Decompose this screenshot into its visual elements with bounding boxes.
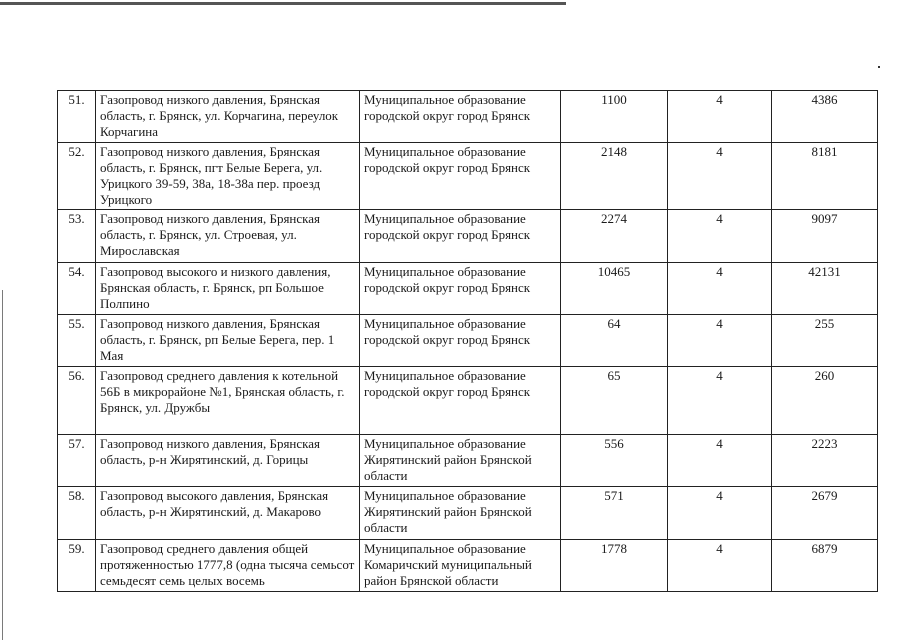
category-value: 4	[668, 210, 772, 263]
table-row	[58, 263, 878, 315]
category-value: 4	[668, 435, 772, 487]
cost-value: 4386	[772, 91, 878, 143]
cost-value: 2679	[772, 487, 878, 540]
category-value: 4	[668, 315, 772, 367]
owner: Муниципальное образование городской округ город Брянск	[360, 91, 561, 143]
cost-value: 260	[772, 367, 878, 435]
owner: Муниципальное образование Жирятинский район Брянской области	[360, 435, 561, 487]
category-value: 4	[668, 367, 772, 435]
cost-value: 9097	[772, 210, 878, 263]
owner: Муниципальное образование городской округ город Брянск	[360, 315, 561, 367]
length-value: 10465	[561, 263, 668, 315]
row-number: 55.	[58, 315, 96, 367]
owner: Муниципальное образование Комаричский муниципальный район Брянской области	[360, 540, 561, 592]
table-row	[58, 91, 878, 143]
row-number: 57.	[58, 435, 96, 487]
object-name: Газопровод низкого давления, Брянская область, г. Брянск, рп Белые Берега, пер. 1 Мая	[96, 315, 360, 367]
category-value: 4	[668, 487, 772, 540]
cost-value: 2223	[772, 435, 878, 487]
table-row	[58, 487, 878, 540]
owner: Муниципальное образование городской округ город Брянск	[360, 210, 561, 263]
category-value: 4	[668, 91, 772, 143]
row-number: 54.	[58, 263, 96, 315]
length-value: 2274	[561, 210, 668, 263]
cost-value: 255	[772, 315, 878, 367]
table-row	[58, 210, 878, 263]
cost-value: 8181	[772, 143, 878, 210]
owner: Муниципальное образование городской округ город Брянск	[360, 263, 561, 315]
length-value: 556	[561, 435, 668, 487]
scan-dot	[878, 66, 880, 68]
category-value: 4	[668, 263, 772, 315]
gas-pipeline-table	[57, 90, 878, 592]
cost-value: 42131	[772, 263, 878, 315]
top-rule	[0, 2, 566, 5]
table-row	[58, 367, 878, 435]
row-number: 52.	[58, 143, 96, 210]
object-name: Газопровод высокого и низкого давления, Брянская область, г. Брянск, рп Большое Полпино	[96, 263, 360, 315]
length-value: 2148	[561, 143, 668, 210]
table-row	[58, 435, 878, 487]
cost-value: 6879	[772, 540, 878, 592]
object-name: Газопровод низкого давления, Брянская область, г. Брянск, пгт Белые Берега, ул. Урицкого 39-59, 38а, 18-38а пер. проезд Урицкого	[96, 143, 360, 210]
owner: Муниципальное образование Жирятинский район Брянской области	[360, 487, 561, 540]
length-value: 64	[561, 315, 668, 367]
object-name: Газопровод среднего давления к котельной 56Б в микрорайоне №1, Брянская область, г. Брянск, ул. Дружбы	[96, 367, 360, 435]
category-value: 4	[668, 540, 772, 592]
row-number: 53.	[58, 210, 96, 263]
length-value: 1100	[561, 91, 668, 143]
object-name: Газопровод высокого давления, Брянская область, р-н Жирятинский, д. Макарово	[96, 487, 360, 540]
object-name: Газопровод среднего давления общей протяженностью 1777,8 (одна тысяча семьсот семьдесят семь целых восемь	[96, 540, 360, 592]
table-row	[58, 315, 878, 367]
row-number: 56.	[58, 367, 96, 435]
table-row	[58, 143, 878, 210]
owner: Муниципальное образование городской округ город Брянск	[360, 367, 561, 435]
object-name: Газопровод низкого давления, Брянская область, р-н Жирятинский, д. Горицы	[96, 435, 360, 487]
owner: Муниципальное образование городской округ город Брянск	[360, 143, 561, 210]
length-value: 571	[561, 487, 668, 540]
object-name: Газопровод низкого давления, Брянская область, г. Брянск, ул. Корчагина, переулок Корчагина	[96, 91, 360, 143]
length-value: 65	[561, 367, 668, 435]
object-name: Газопровод низкого давления, Брянская область, г. Брянск, ул. Строевая, ул. Мирославская	[96, 210, 360, 263]
row-number: 58.	[58, 487, 96, 540]
row-number: 59.	[58, 540, 96, 592]
table-row	[58, 540, 878, 592]
length-value: 1778	[561, 540, 668, 592]
category-value: 4	[668, 143, 772, 210]
scan-edge-mark	[2, 290, 3, 640]
row-number: 51.	[58, 91, 96, 143]
